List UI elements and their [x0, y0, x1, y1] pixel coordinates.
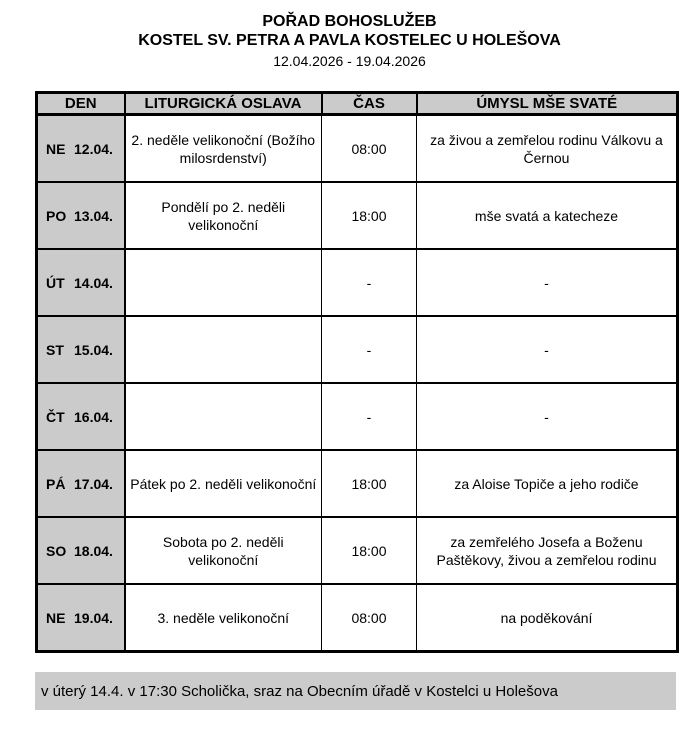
day-cell	[37, 249, 125, 316]
table-row	[37, 316, 678, 383]
intention-cell: na poděkování	[417, 584, 678, 652]
table-row	[37, 182, 678, 249]
celebration-cell	[125, 383, 322, 450]
intention-cell: za Aloise Topiče a jeho rodiče	[417, 450, 678, 517]
day-abbr: PO	[46, 207, 67, 224]
day-abbr: SO	[46, 542, 67, 559]
celebration-cell: 3. neděle velikonoční	[125, 584, 322, 652]
footer-note: v úterý 14.4. v 17:30 Scholička, sraz na Obecním úřadě v Kostelci u Holešova	[35, 672, 676, 710]
page-title: POŘAD BOHOSLUŽEB	[262, 13, 437, 30]
column-header-liturgicka-oslava: LITURGICKÁ OSLAVA	[125, 93, 322, 115]
table-row	[37, 517, 678, 584]
time-cell: 08:00	[322, 584, 417, 652]
day-abbr: ST	[46, 341, 64, 358]
day-date: 18.04.	[74, 542, 113, 559]
intention-cell: -	[417, 249, 678, 316]
page-subtitle: KOSTEL SV. PETRA A PAVLA KOSTELEC U HOLEŠOVA	[138, 32, 561, 49]
time-cell: -	[322, 249, 417, 316]
table-row	[37, 584, 678, 652]
column-header-den: DEN	[37, 93, 125, 115]
day-cell	[37, 383, 125, 450]
day-cell	[37, 584, 125, 652]
day-date: 14.04.	[74, 274, 113, 291]
celebration-cell: 2. neděle velikonoční (Božího milosrdenství)	[125, 115, 322, 183]
intention-cell: za zemřelého Josefa a Boženu Paštěkovy, živou a zemřelou rodinu	[417, 517, 678, 584]
time-cell: -	[322, 383, 417, 450]
intention-cell: -	[417, 383, 678, 450]
intention-cell: -	[417, 316, 678, 383]
title-block	[0, 12, 699, 70]
column-header-umysl: ÚMYSL MŠE SVATÉ	[417, 93, 678, 115]
table-row	[37, 249, 678, 316]
day-date: 12.04.	[74, 140, 113, 157]
time-cell: -	[322, 316, 417, 383]
day-abbr: NE	[46, 140, 66, 157]
day-cell	[37, 115, 125, 183]
table-row	[37, 115, 678, 183]
day-abbr: PÁ	[46, 475, 66, 492]
day-date: 15.04.	[74, 341, 113, 358]
day-date: 13.04.	[74, 207, 113, 224]
day-abbr: ÚT	[46, 274, 65, 291]
celebration-cell: Pondělí po 2. neděli velikonoční	[125, 182, 322, 249]
table-row	[37, 383, 678, 450]
intention-cell: mše svatá a katecheze	[417, 182, 678, 249]
table-header-row	[37, 93, 678, 115]
time-cell: 18:00	[322, 182, 417, 249]
time-cell: 08:00	[322, 115, 417, 183]
day-cell	[37, 316, 125, 383]
column-header-cas: ČAS	[322, 93, 417, 115]
celebration-cell: Pátek po 2. neděli velikonoční	[125, 450, 322, 517]
time-cell: 18:00	[322, 517, 417, 584]
day-cell	[37, 450, 125, 517]
date-range: 12.04.2026 - 19.04.2026	[273, 53, 426, 69]
celebration-cell	[125, 316, 322, 383]
intention-cell: za živou a zemřelou rodinu Válkovu a Černou	[417, 115, 678, 183]
day-abbr: ČT	[46, 408, 65, 425]
schedule-table	[35, 91, 679, 653]
day-date: 16.04.	[74, 408, 113, 425]
day-date: 17.04.	[74, 475, 113, 492]
celebration-cell	[125, 249, 322, 316]
celebration-cell: Sobota po 2. neděli velikonoční	[125, 517, 322, 584]
day-date: 19.04.	[74, 609, 113, 626]
table-row	[37, 450, 678, 517]
day-cell	[37, 182, 125, 249]
day-abbr: NE	[46, 609, 66, 626]
time-cell: 18:00	[322, 450, 417, 517]
day-cell	[37, 517, 125, 584]
